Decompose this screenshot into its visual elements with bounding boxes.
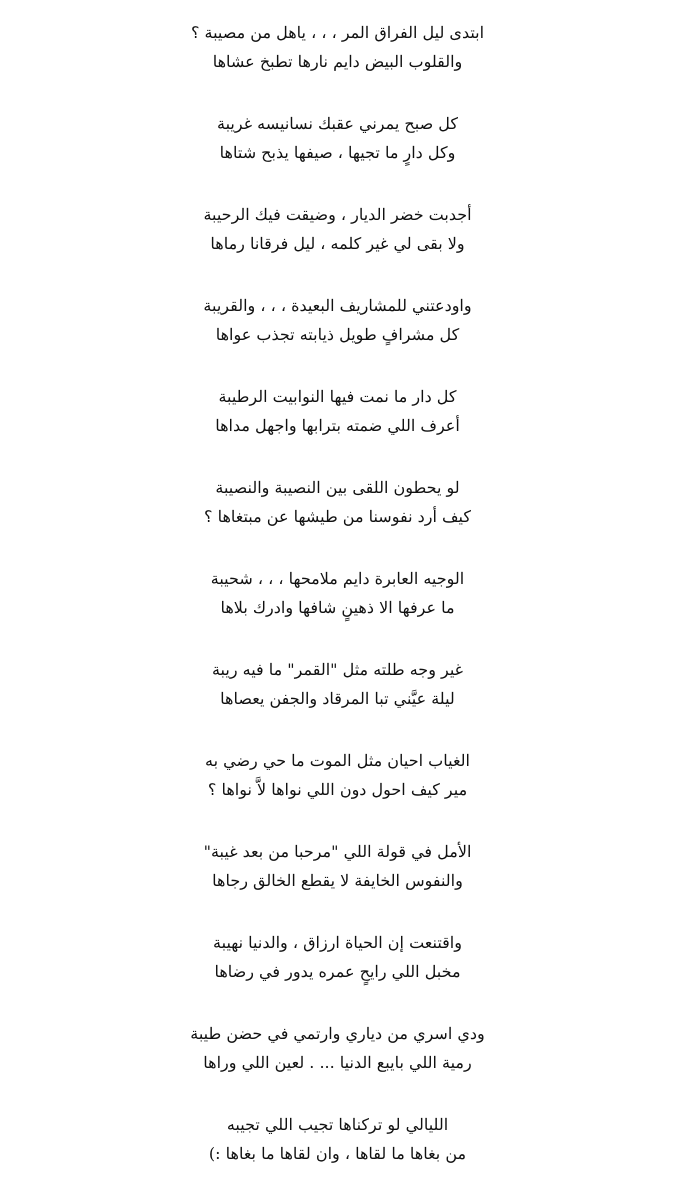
poem-line: والنفوس الخايفة لا يقطع الخالق رجاها xyxy=(212,871,463,890)
poem-line: ابتدى ليل الفراق المر ، ، ، ياهل من مصيبة ؟ xyxy=(190,23,485,42)
poem-line: الوجيه العابرة دايم ملامحها ، ، ، شحيبة xyxy=(210,569,465,588)
stanza xyxy=(0,291,675,382)
poem-line: الليالي لو تركناها تجيب اللي تجيبه xyxy=(226,1115,449,1134)
poem-line: مير كيف احول دون اللي نواها لاَّ نواها ؟ xyxy=(207,780,468,799)
stanza xyxy=(0,928,675,1019)
poem-line: ولا بقى لي غير كلمه ، ليل فرقانا رماها xyxy=(210,234,465,253)
stanza xyxy=(0,1019,675,1110)
poem-line: الغياب احيان مثل الموت ما حي رضي به xyxy=(205,751,470,770)
stanza xyxy=(0,18,675,109)
poem-line: كل صبح يمرني عقبك نسانيسه غريبة xyxy=(217,114,458,133)
stanza xyxy=(0,109,675,200)
poem-line: غير وجه طلته مثل "القمر" ما فيه ريبة xyxy=(211,660,464,679)
stanza xyxy=(0,382,675,473)
poem-line: رمية اللي بايبع الدنيا ... . لعين اللي وراها xyxy=(203,1053,472,1072)
poem-line: أجدبت خضر الديار ، وضيقت فيك الرحيبة xyxy=(203,205,472,224)
stanza xyxy=(0,564,675,655)
poem-line: أعرف اللي ضمته بترابها واجهل مداها xyxy=(215,416,460,435)
poem-line: كل مشرافٍ طويل ذيابته تجذب عواها xyxy=(215,325,460,344)
stanza xyxy=(0,473,675,564)
poem-line: لو يحطون اللقى بين النصيبة والنصيبة xyxy=(215,478,460,497)
stanza xyxy=(0,1110,675,1201)
poem-line: من بغاها ما لقاها ، وان لقاها ما بغاها :) xyxy=(208,1144,467,1163)
poem xyxy=(0,18,675,1201)
stanza xyxy=(0,746,675,837)
poem-line: والقلوب البيض دايم نارها تطبخ عشاها xyxy=(212,52,463,71)
poem-line: واودعتني للمشاريف البعيدة ، ، ، والقريبة xyxy=(203,296,472,315)
poem-line: مخبل اللي رايحٍ عمره يدور في رضاها xyxy=(214,962,461,981)
poem-line: كل دار ما نمت فيها النوابيت الرطيبة xyxy=(218,387,457,406)
poem-line: واقتنعت إن الحياة ارزاق ، والدنيا نهيبة xyxy=(213,933,462,952)
poem-line: ليلة عيَّني تبا المرقاد والجفن يعصاها xyxy=(220,689,455,708)
stanza xyxy=(0,655,675,746)
poem-line: الأمل في قولة اللي "مرحبا من بعد غيبة" xyxy=(203,842,472,861)
poem-line: كيف أرد نفوسنا من طيشها عن مبتغاها ؟ xyxy=(203,507,471,526)
poem-line: ودي اسري من دياري وارتمي في حضن طيبة xyxy=(190,1024,485,1043)
stanza xyxy=(0,200,675,291)
stanza xyxy=(0,837,675,928)
poem-line: ما عرفها الا ذهينٍ شافها وادرك بلاها xyxy=(220,598,455,617)
poem-line: وكل دارٍ ما تجيها ، صيفها يذبح شتاها xyxy=(219,143,456,162)
